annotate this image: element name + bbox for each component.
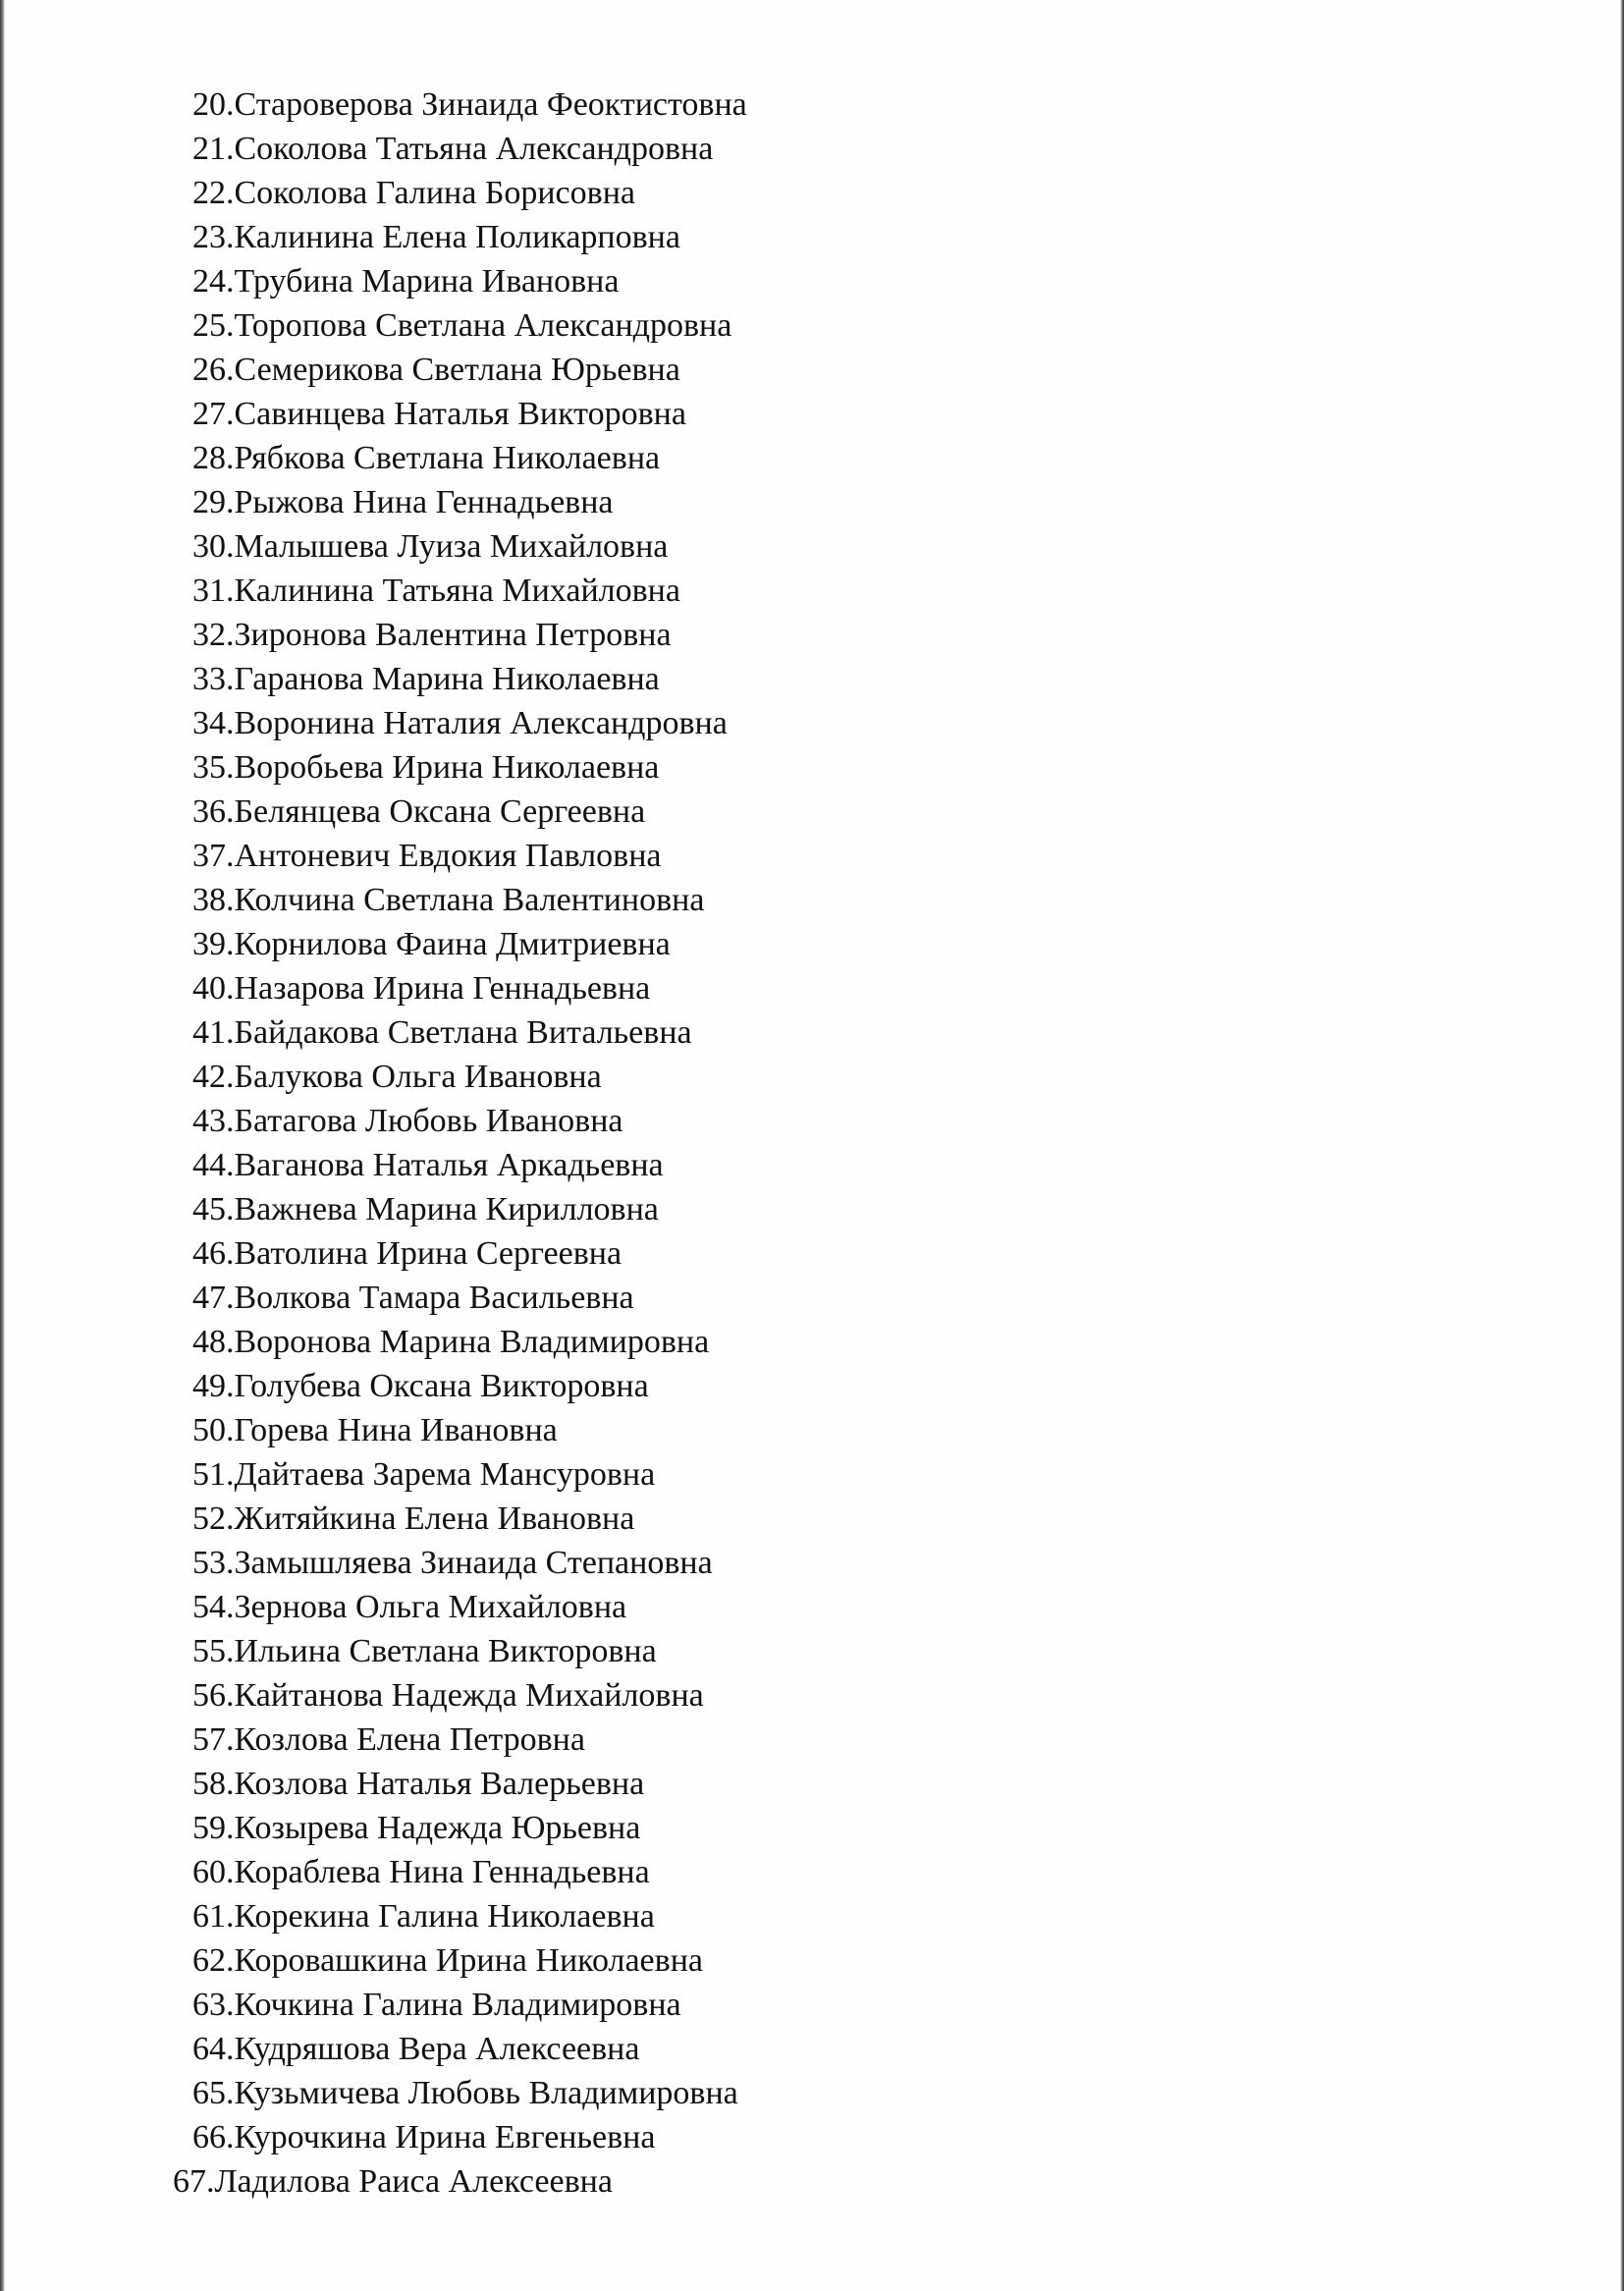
list-item: 21.Соколова Татьяна Александровна	[192, 131, 714, 167]
list-item: 34.Воронина Наталия Александровна	[192, 705, 728, 741]
list-item: 42.Балукова Ольга Ивановна	[192, 1059, 602, 1095]
list-item: 28.Рябкова Светлана Николаевна	[192, 440, 661, 476]
scan-edge-right	[1620, 0, 1624, 2291]
list-item: 33.Гаранова Марина Николаевна	[192, 661, 660, 697]
list-item: 27.Савинцева Наталья Викторовна	[192, 396, 686, 432]
list-item: 31.Калинина Татьяна Михайловна	[192, 573, 680, 609]
list-item: 20.Староверова Зинаида Феоктистовна	[192, 86, 747, 123]
list-item: 29.Рыжова Нина Геннадьевна	[192, 484, 614, 520]
list-item: 59.Козырева Надежда Юрьевна	[192, 1810, 641, 1846]
list-item: 24.Трубина Марина Ивановна	[192, 263, 620, 300]
list-item: 51.Дайтаева Зарема Мансуровна	[192, 1456, 656, 1493]
list-item: 40.Назарова Ирина Геннадьевна	[192, 970, 651, 1007]
list-item: 63.Кочкина Галина Владимировна	[192, 1987, 681, 2023]
list-item: 49.Голубева Оксана Викторовна	[192, 1368, 649, 1404]
list-item: 35.Воробьева Ирина Николаевна	[192, 749, 660, 786]
list-item: 39.Корнилова Фаина Дмитриевна	[192, 926, 671, 962]
list-item: 30.Малышева Луиза Михайловна	[192, 528, 669, 565]
list-item: 58.Козлова Наталья Валерьевна	[192, 1766, 645, 1802]
scan-edge-left	[0, 0, 5, 2291]
list-item: 50.Горева Нина Ивановна	[192, 1412, 558, 1448]
list-item: 60.Кораблева Нина Геннадьевна	[192, 1854, 650, 1890]
list-item: 38.Колчина Светлана Валентиновна	[192, 882, 705, 918]
list-item: 55.Ильина Светлана Викторовна	[192, 1633, 657, 1669]
list-item: 64.Кудряшова Вера Алексеевна	[192, 2031, 640, 2067]
list-item: 32.Зиронова Валентина Петровна	[192, 617, 672, 653]
list-item: 52.Житяйкина Елена Ивановна	[192, 1500, 635, 1537]
list-item: 25.Торопова Светлана Александровна	[192, 307, 732, 344]
list-item: 48.Воронова Марина Владимировна	[192, 1324, 710, 1360]
list-item: 66.Курочкина Ирина Евгеньевна	[192, 2119, 656, 2155]
list-item: 67.Ладилова Раиса Алексеевна	[173, 2163, 613, 2200]
name-list	[173, 82, 747, 2204]
list-item: 56.Кайтанова Надежда Михайловна	[192, 1677, 704, 1714]
list-item: 65.Кузьмичева Любовь Владимировна	[192, 2075, 738, 2111]
list-item: 61.Корекина Галина Николаевна	[192, 1898, 655, 1935]
list-item: 43.Батагова Любовь Ивановна	[192, 1103, 623, 1139]
list-item: 47.Волкова Тамара Васильевна	[192, 1280, 634, 1316]
list-item: 36.Белянцева Оксана Сергеевна	[192, 793, 646, 830]
list-item: 41.Байдакова Светлана Витальевна	[192, 1014, 692, 1051]
list-item: 45.Важнева Марина Кирилловна	[192, 1191, 659, 1227]
list-item: 53.Замышляева Зинаида Степановна	[192, 1545, 713, 1581]
list-item: 44.Ваганова Наталья Аркадьевна	[192, 1147, 664, 1183]
list-item: 22.Соколова Галина Борисовна	[192, 175, 635, 211]
list-item: 62.Коровашкина Ирина Николаевна	[192, 1942, 703, 1979]
list-item: 54.Зернова Ольга Михайловна	[192, 1589, 627, 1625]
list-item: 57.Козлова Елена Петровна	[192, 1721, 585, 1758]
list-item: 37.Антоневич Евдокия Павловна	[192, 838, 662, 874]
list-item: 26.Семерикова Светлана Юрьевна	[192, 352, 680, 388]
list-item: 23.Калинина Елена Поликарповна	[192, 219, 680, 255]
list-item: 46.Ватолина Ирина Сергеевна	[192, 1235, 623, 1272]
